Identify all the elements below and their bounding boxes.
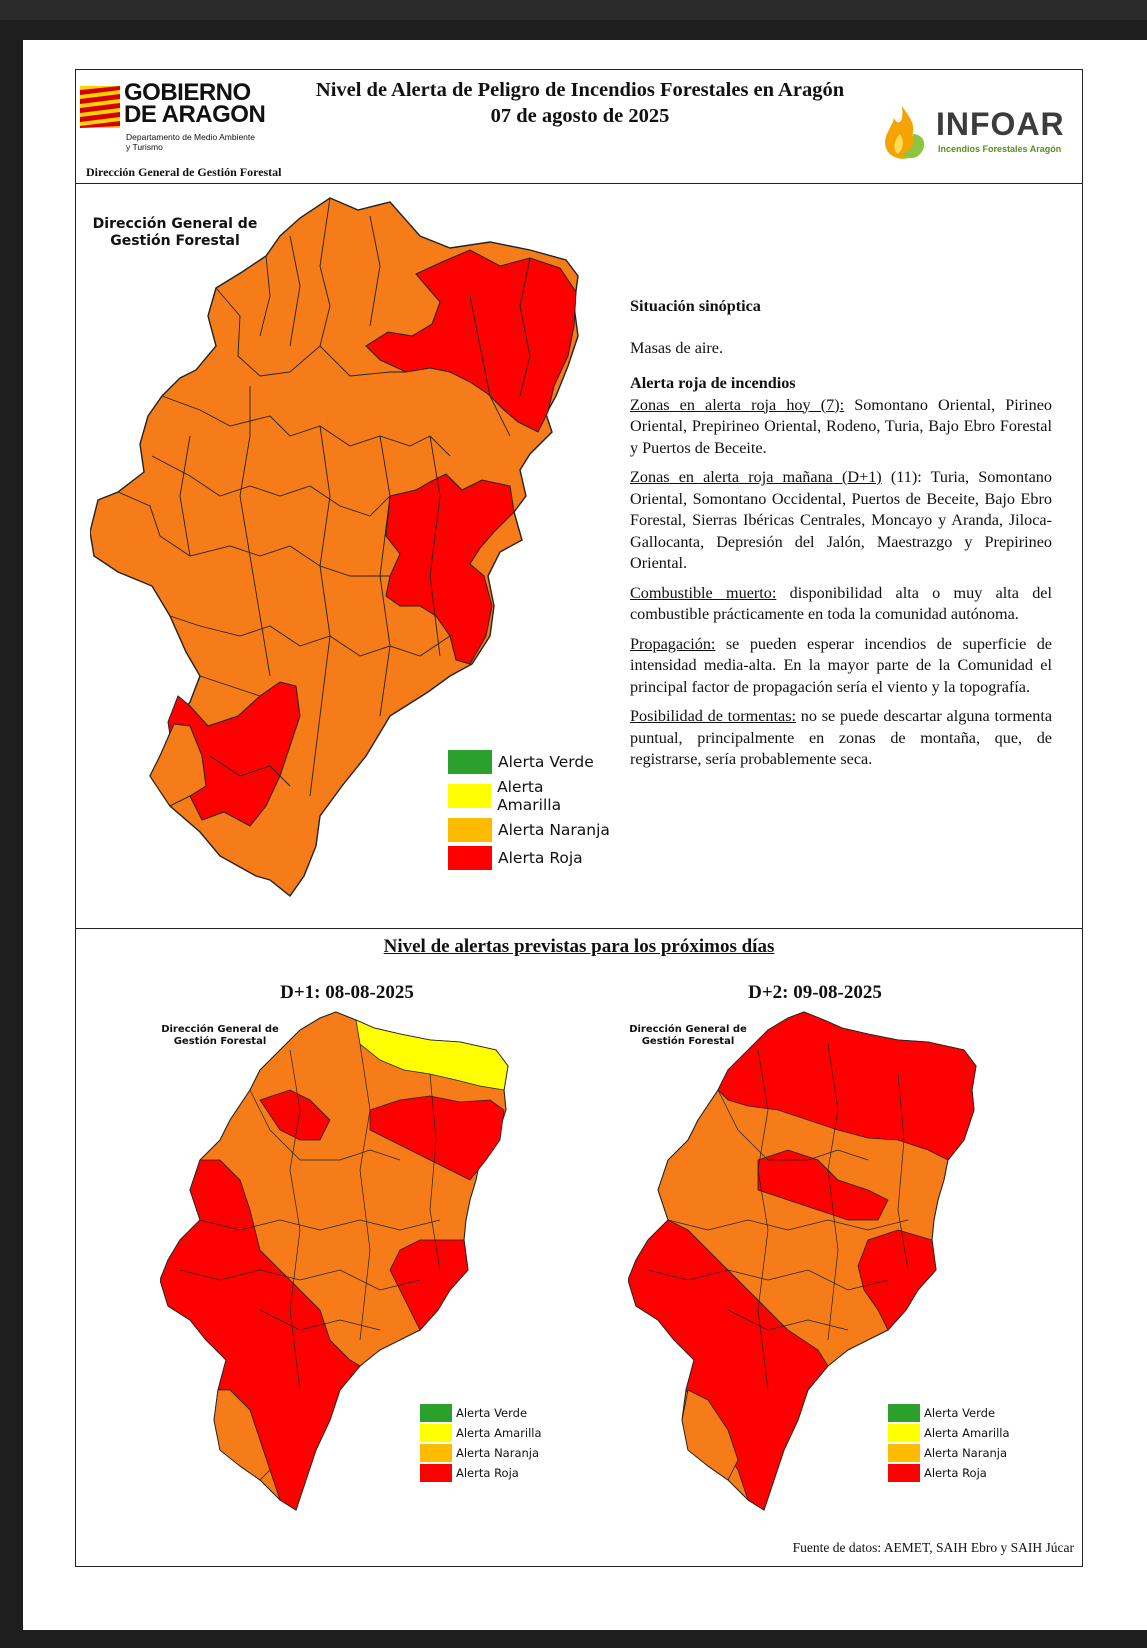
d1-alert-map (160, 1010, 560, 1520)
d1-title: D+1: 08-08-2025 (280, 982, 414, 1003)
tormentas-text: no se puede descartar alguna tormenta puntual, principalmente en zonas de montaña, que, de registrarse, sería probablemente seca. (630, 707, 1052, 768)
page-title (260, 77, 900, 129)
legend-item-amarilla (448, 778, 610, 814)
flame-leaf-icon (882, 104, 930, 160)
data-source: Fuente de datos: AEMET, SAIH Ebro y SAIH Júcar (792, 1540, 1074, 1555)
tormentas (630, 706, 1052, 771)
combustible-text: disponibilidad alta o muy alta del combustible prácticamente en toda la comunidad autónoma. (630, 583, 1052, 623)
legend-label: Alerta Naranja (924, 1446, 1008, 1460)
direccion-general: Dirección General de Gestión Forestal (86, 165, 282, 179)
synoptic-masas: Masas de aire. (630, 338, 724, 357)
legend-item-naranja (448, 818, 610, 842)
legend-swatch-naranja (888, 1444, 920, 1462)
zonas-manana-label: Zonas en alerta roja mañana (D+1) (630, 468, 882, 486)
zonas-manana-text: (11): Turia, Somontano Oriental, Somontano Occidental, Puertos de Beceite, Bajo Ebro Forestal, Sierras Ibéricas Centrales, Moncayo y Aranda, Jiloca-Gallocanta, Depresión del Jalón, Maestrazgo y Prepirineo Oriental. (630, 468, 1052, 572)
propagacion (630, 634, 1052, 699)
tormentas-label: Posibilidad de tormentas: (630, 707, 796, 725)
forecast-title: Nivel de alertas previstas para los próximos días (383, 936, 775, 957)
legend-label: Alerta Naranja (456, 1446, 540, 1460)
infoar-wordmark: INFOAR (936, 106, 1065, 142)
legend-item-verde (888, 1404, 1010, 1422)
legend-label: Alerta Roja (498, 849, 583, 867)
legend-item-amarilla (888, 1424, 1010, 1442)
zonas-hoy (630, 395, 1052, 460)
section-divider (75, 928, 1083, 929)
main-alert-map (90, 196, 610, 916)
d2-alert-map (628, 1010, 1028, 1520)
d2-title: D+2: 09-08-2025 (748, 982, 882, 1003)
header-divider (75, 183, 1083, 184)
title-date: 07 de agosto de 2025 (490, 105, 670, 127)
legend-label: Alerta Amarilla (456, 1426, 542, 1440)
gobierno-aragon-logo (80, 79, 280, 158)
legend-item-naranja (420, 1444, 542, 1462)
legend-item-naranja (888, 1444, 1010, 1462)
legend-swatch-roja (420, 1464, 452, 1482)
d1-map-label: Dirección General de Gestión Forestal (161, 1024, 279, 1047)
map-main-label: Dirección General de Gestión Forestal (92, 216, 258, 249)
propagacion-label: Propagación: (630, 634, 716, 653)
legend-item-amarilla (420, 1424, 542, 1442)
legend-item-roja (888, 1464, 1010, 1482)
legend-swatch-verde (448, 750, 492, 774)
legend-item-verde (448, 750, 610, 774)
legend-item-roja (448, 846, 610, 870)
legend-swatch-verde (888, 1404, 920, 1422)
legend-label: Alerta Verde (456, 1406, 528, 1420)
zonas-hoy-label: Zonas en alerta roja hoy (7): (630, 395, 845, 414)
legend-label: Alerta Verde (498, 753, 594, 771)
gobierno-department: Departamento de Medio Ambiente y Turismo (126, 132, 255, 152)
legend-label: Alerta Naranja (498, 821, 610, 839)
legend-swatch-naranja (420, 1444, 452, 1462)
title-line1: Nivel de Alerta de Peligro de Incendios Forestales en Aragón (315, 79, 845, 101)
zonas-manana (630, 467, 1052, 575)
legend-swatch-amarilla (888, 1424, 920, 1442)
infoar-logo (880, 100, 1070, 162)
alerta-roja-heading: Alerta roja de incendios (630, 374, 796, 392)
legend-item-roja (420, 1464, 542, 1482)
propagacion-text: se pueden esperar incendios de superficie de intensidad media-alta. En la mayor parte de la Comunidad el principal factor de propagación sería el viento y la topografía. (630, 634, 1052, 696)
legend-label: Alerta Roja (924, 1466, 987, 1480)
zonas-hoy-text: Somontano Oriental, Pirineo Oriental, Prepirineo Oriental, Rodeno, Turia, Bajo Ebro Forestal y Puertos de Beceite. (630, 395, 1052, 457)
d2-map-label: Dirección General de Gestión Forestal (629, 1024, 747, 1047)
legend-swatch-amarilla (448, 784, 491, 808)
legend-swatch-amarilla (420, 1424, 452, 1442)
combustible (630, 583, 1052, 626)
aragon-flag-icon (80, 86, 120, 128)
legend-swatch-roja (448, 846, 492, 870)
synoptic-text (630, 296, 1052, 779)
map-main-legend (448, 750, 610, 870)
d2-legend (888, 1404, 1010, 1482)
infoar-tagline: Incendios Forestales Aragón (938, 144, 1062, 154)
gobierno-logo-text: GOBIERNO DE ARAGON (124, 79, 266, 128)
d1-legend (420, 1404, 542, 1482)
legend-swatch-naranja (448, 818, 492, 842)
legend-item-verde (420, 1404, 542, 1422)
legend-label: Alerta Roja (456, 1466, 519, 1480)
window-top-bar (0, 0, 1147, 20)
legend-label: Alerta Verde (924, 1406, 996, 1420)
legend-label: Alerta Amarilla (924, 1426, 1010, 1440)
combustible-label: Combustible muerto: (630, 583, 777, 602)
legend-swatch-verde (420, 1404, 452, 1422)
legend-label: Alerta Amarilla (497, 778, 562, 814)
legend-swatch-roja (888, 1464, 920, 1482)
synoptic-heading: Situación sinóptica (630, 297, 761, 315)
